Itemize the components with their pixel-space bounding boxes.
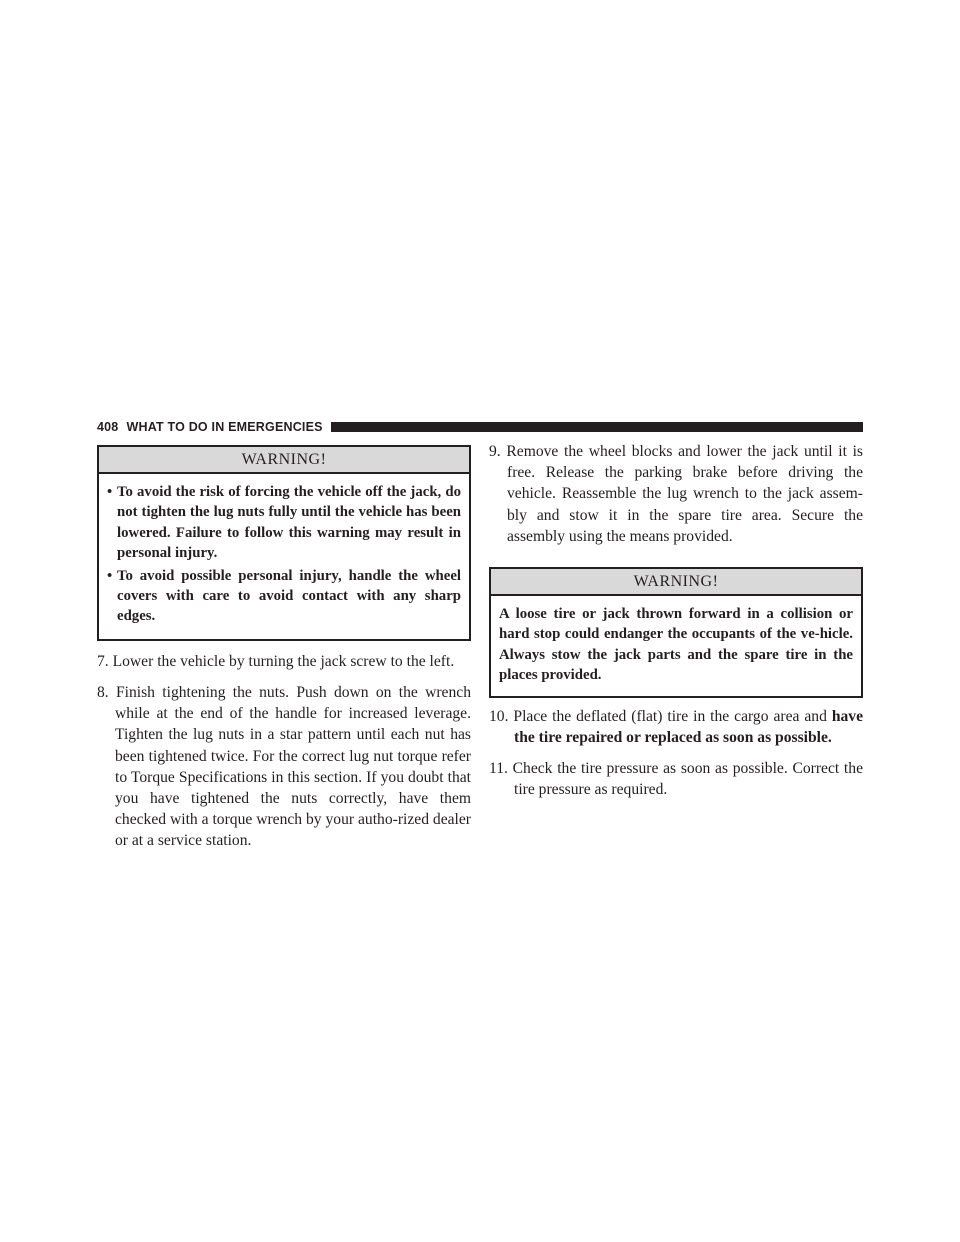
- step-10-text: 10. Place the deflated (flat) tire in the cargo area and: [489, 707, 832, 725]
- warning-bullet: [107, 482, 461, 564]
- warning-box-right: [489, 567, 863, 698]
- section-title: WHAT TO DO IN EMERGENCIES: [126, 420, 323, 434]
- warning-bullet-text: To avoid the risk of forcing the vehicle off the jack, do not tighten the lug nuts fully until the vehicle has been lowered. Failure to follow this warning may result in personal injury.: [117, 484, 461, 562]
- page-number: 408: [97, 420, 119, 434]
- bullet-icon: •: [107, 484, 113, 500]
- step-7: 7. Lower the vehicle by turning the jack screw to the left.: [97, 652, 455, 670]
- warning-body: [99, 474, 469, 639]
- step-9: 9. Remove the wheel blocks and lower the jack until it is free. Release the parking brake before driving the vehicle. Reassemble the lug wrench to the jack assem-bly and stow it in the spare tire area. Secure the assembly using the means provided.: [489, 443, 863, 545]
- step-10-emphasis: have the tire repaired or replaced as soon as possible.: [514, 707, 863, 746]
- warning-bullet: [107, 566, 461, 627]
- step-11: 11. Check the tire pressure as soon as possible. Correct the tire pressure as required.: [489, 760, 863, 799]
- warning-body: A loose tire or jack thrown forward in a collision or hard stop could endanger the occupants of the ve-hicle. Always stow the jack parts and the spare tire in the places provided.: [499, 606, 853, 684]
- left-column: [97, 445, 471, 852]
- step-10: [489, 706, 863, 748]
- warning-title: WARNING!: [99, 447, 469, 474]
- header-rule: [331, 422, 863, 432]
- warning-box-left: [97, 445, 471, 641]
- bullet-icon: •: [107, 567, 113, 584]
- page-header: [97, 419, 863, 435]
- warning-title: WARNING!: [491, 569, 861, 596]
- warning-bullet-text: To avoid possible personal injury, handle the wheel covers with care to avoid contact with any sharp edges.: [117, 567, 461, 625]
- right-column: [489, 445, 863, 800]
- step-8: 8. Finish tightening the nuts. Push down on the wrench while at the end of the handle for increased leverage. Tighten the lug nuts in a star pattern until each nut has been tightened twice. For the correct lug nut torque refer to Torque Specifications in this section. If you doubt that you have tightened the nuts correctly, have them checked with a torque wrench by your autho-rized dealer or at a service station.: [97, 684, 471, 850]
